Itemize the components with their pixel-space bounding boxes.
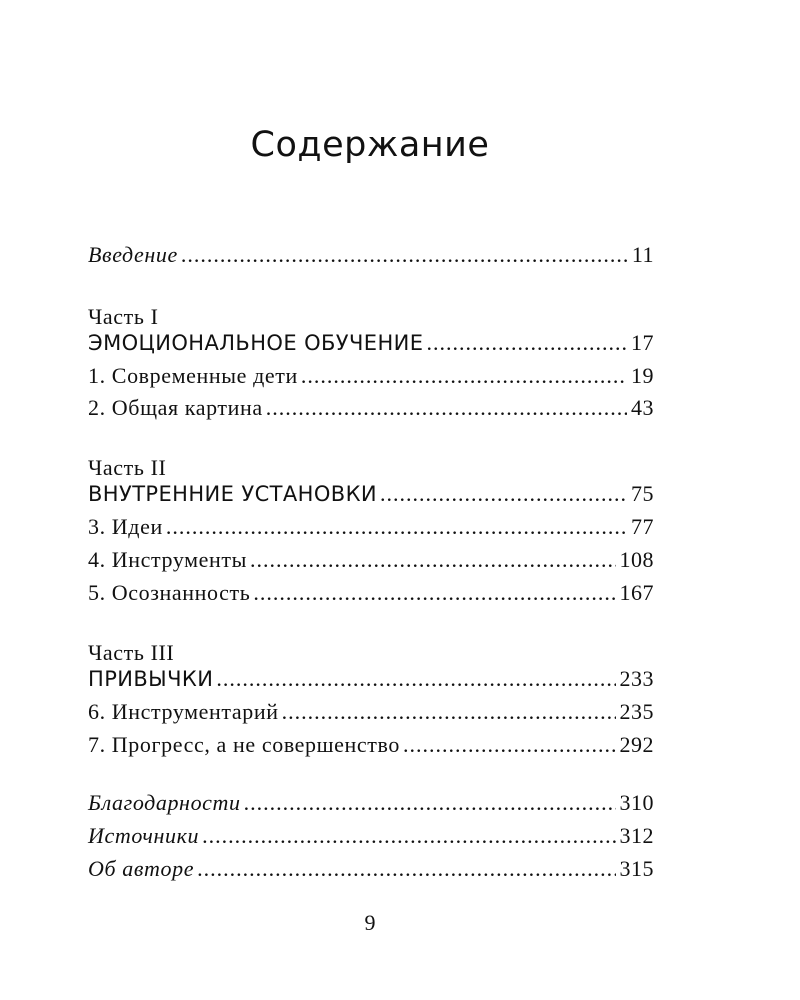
dot-leader xyxy=(250,547,616,573)
toc-entry-chapter-4[interactable] xyxy=(88,547,654,579)
dot-leader xyxy=(301,363,627,389)
toc-entry-label: 3. Идеи xyxy=(88,514,163,539)
toc-entry-page: 108 xyxy=(619,547,654,572)
toc-entry-label: Благодарности xyxy=(88,790,241,815)
toc-entry-label: ВНУТРЕННИЕ УСТАНОВКИ xyxy=(88,482,377,506)
toc-entry-chapter-5[interactable] xyxy=(88,580,654,612)
page-title: Содержание xyxy=(250,125,490,165)
part-label-3: Часть III xyxy=(88,640,175,665)
toc-entry-page: 233 xyxy=(619,666,654,691)
toc-entry-label: 1. Современные дети xyxy=(88,363,298,388)
toc-entry-label: Об авторе xyxy=(88,856,195,881)
toc-entry-page: 17 xyxy=(631,330,654,355)
part-label-1: Часть I xyxy=(88,304,159,329)
dot-leader xyxy=(166,514,627,540)
toc-entry-page: 43 xyxy=(631,395,654,420)
toc-entry-chapter-3[interactable] xyxy=(88,514,654,546)
toc-entry-part-2-heading[interactable] xyxy=(88,481,654,513)
toc-entry-label: 4. Инструменты xyxy=(88,547,247,572)
toc-entry-page: 235 xyxy=(619,699,654,724)
toc-entry-page: 19 xyxy=(631,363,654,388)
page-number: 9 xyxy=(364,910,376,935)
part-label-2: Часть II xyxy=(88,455,167,480)
dot-leader xyxy=(403,732,616,758)
dot-leader xyxy=(181,242,628,268)
toc-entry-label: 5. Осознанность xyxy=(88,580,251,605)
toc-entry-label: ЭМОЦИОНАЛЬНОЕ ОБУЧЕНИЕ xyxy=(88,331,424,355)
toc-entry-label: 6. Инструментарий xyxy=(88,699,279,724)
toc-entry-page: 77 xyxy=(631,514,654,539)
toc-entry-label: Введение xyxy=(88,242,178,267)
toc-entry-label: ПРИВЫЧКИ xyxy=(88,667,214,691)
toc-entry-page: 75 xyxy=(631,481,654,506)
toc-entry-page: 315 xyxy=(619,856,654,881)
toc-entry-page: 292 xyxy=(619,732,654,757)
dot-leader xyxy=(266,395,627,421)
toc-entry-about-author[interactable] xyxy=(88,856,654,888)
dot-leader xyxy=(426,330,627,356)
toc-entry-page: 11 xyxy=(631,242,654,267)
toc-entry-chapter-1[interactable] xyxy=(88,363,654,395)
toc-entry-label: Источники xyxy=(88,823,200,848)
dot-leader xyxy=(282,699,616,725)
toc-entry-chapter-2[interactable] xyxy=(88,395,654,427)
toc-entry-chapter-6[interactable] xyxy=(88,699,654,731)
toc-entry-part-1-heading[interactable] xyxy=(88,330,654,362)
toc-entry-label: 2. Общая картина xyxy=(88,395,263,420)
dot-leader xyxy=(202,823,615,849)
toc-entry-page: 167 xyxy=(619,580,654,605)
dot-leader xyxy=(244,790,616,816)
toc-entry-page: 310 xyxy=(619,790,654,815)
dot-leader xyxy=(197,856,615,882)
toc-entry-label: 7. Прогресс, а не совершенство xyxy=(88,732,400,757)
dot-leader xyxy=(380,481,627,507)
toc-entry-part-3-heading[interactable] xyxy=(88,666,654,698)
toc-entry-intro[interactable] xyxy=(88,242,654,274)
dot-leader xyxy=(216,666,615,692)
toc-entry-chapter-7[interactable] xyxy=(88,732,654,764)
dot-leader xyxy=(253,580,615,606)
toc-entry-page: 312 xyxy=(619,823,654,848)
toc-entry-acknowledgements[interactable] xyxy=(88,790,654,822)
toc-entry-sources[interactable] xyxy=(88,823,654,855)
